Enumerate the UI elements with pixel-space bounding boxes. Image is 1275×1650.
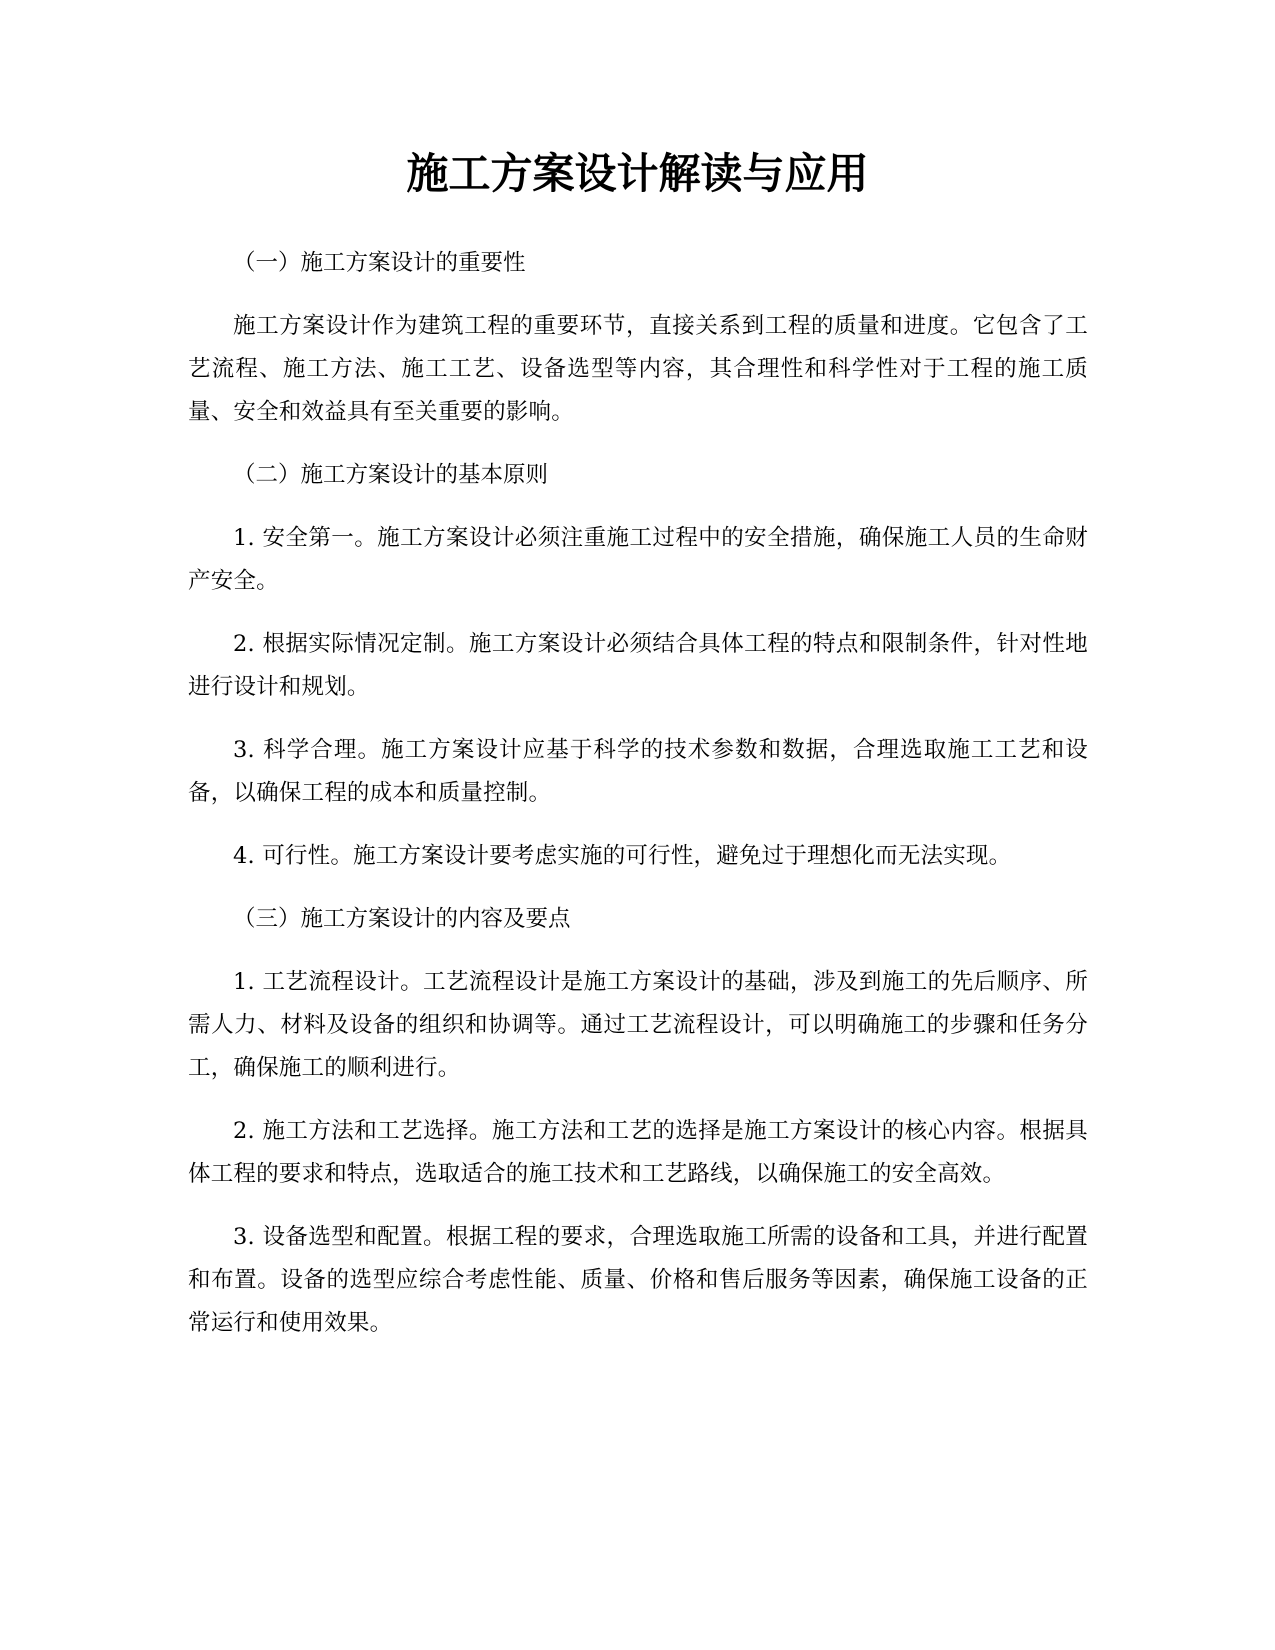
principle-item-2: 2. 根据实际情况定制。施工方案设计必须结合具体工程的特点和限制条件，针对性地进行设计和规划。: [188, 631, 1088, 700]
section-heading-3: （三）施工方案设计的内容及要点: [233, 906, 571, 932]
content-item-2: 2. 施工方法和工艺选择。施工方法和工艺的选择是施工方案设计的核心内容。根据具体工程的要求和特点，选取适合的施工技术和工艺路线，以确保施工的安全高效。: [188, 1118, 1088, 1187]
content-item-1: 1. 工艺流程设计。工艺流程设计是施工方案设计的基础，涉及到施工的先后顺序、所需人力、材料及设备的组织和协调等。通过工艺流程设计，可以明确施工的步骤和任务分工，确保施工的顺利进行。: [188, 969, 1088, 1081]
document-body: [188, 242, 1088, 1365]
content-item-3: 3. 设备选型和配置。根据工程的要求，合理选取施工所需的设备和工具，并进行配置和布置。设备的选型应综合考虑性能、质量、价格和售后服务等因素，确保施工设备的正常运行和使用效果。: [188, 1224, 1088, 1336]
section-heading-2: （二）施工方案设计的基本原则: [233, 462, 549, 488]
principle-item-4: 4. 可行性。施工方案设计要考虑实施的可行性，避免过于理想化而无法实现。: [233, 843, 1012, 869]
paragraph-importance: 施工方案设计作为建筑工程的重要环节，直接关系到工程的质量和进度。它包含了工艺流程、施工方法、施工工艺、设备选型等内容，其合理性和科学性对于工程的施工质量、安全和效益具有至关重要的影响。: [188, 313, 1088, 425]
section-heading-1: （一）施工方案设计的重要性: [233, 250, 526, 276]
principle-item-3: 3. 科学合理。施工方案设计应基于科学的技术参数和数据，合理选取施工工艺和设备，以确保工程的成本和质量控制。: [188, 737, 1088, 806]
principle-item-1: 1. 安全第一。施工方案设计必须注重施工过程中的安全措施，确保施工人员的生命财产安全。: [188, 525, 1088, 594]
document-title: 施工方案设计解读与应用: [406, 149, 869, 198]
